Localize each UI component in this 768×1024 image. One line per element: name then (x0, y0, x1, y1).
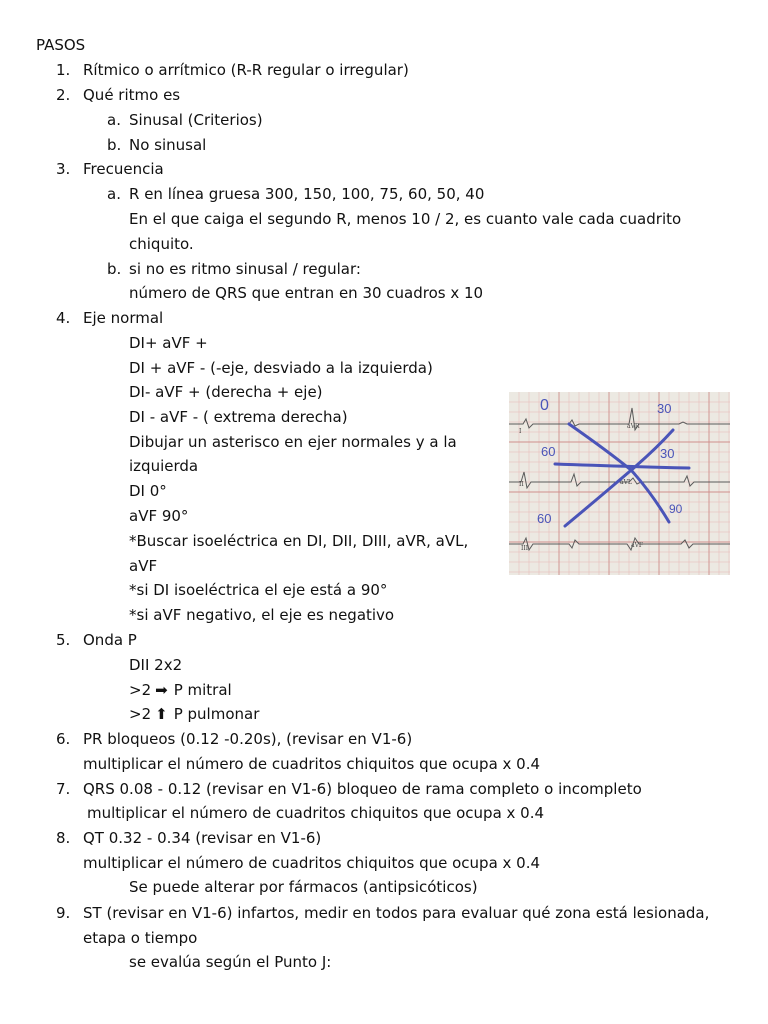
sub-list-item: Sinusal (Criterios) (129, 111, 263, 129)
text-line: se evalúa según el Punto J: (129, 953, 332, 971)
list-number: 9. (56, 904, 71, 922)
lead-label-ii: II (519, 481, 524, 488)
sub-list-letter: b. (107, 136, 122, 154)
text-line: En el que caiga el segundo R, menos 10 / 2, es cuanto vale cada cuadrito (129, 210, 682, 228)
text-line: DI- aVF + (derecha + eje) (129, 383, 323, 401)
text-line (129, 680, 232, 700)
list-number: 1. (56, 61, 71, 79)
text-line: número de QRS que entran en 30 cuadros x 10 (129, 284, 484, 302)
list-number: 5. (56, 631, 71, 649)
list-number: 6. (56, 730, 71, 748)
text-line: aVF 90° (129, 507, 189, 525)
lead-label-avl: aVL (620, 479, 632, 486)
lead-label-i: I (519, 428, 522, 435)
text-line: *si DI isoeléctrica el eje está a 90° (129, 581, 388, 599)
text-fragment: P pulmonar (173, 705, 260, 723)
text-line: *si aVF negativo, el eje es negativo (129, 606, 395, 624)
list-number: 4. (56, 309, 71, 327)
page-title: PASOS (36, 36, 86, 54)
text-line: DI 0° (129, 482, 167, 500)
list-item: QT 0.32 - 0.34 (revisar en V1-6) (83, 829, 322, 847)
sub-list-letter: a. (107, 185, 121, 203)
list-number: 8. (56, 829, 71, 847)
text-fragment: >2 (129, 705, 152, 723)
text-line: multiplicar el número de cuadritos chiquitos que ocupa x 0.4 (87, 804, 545, 822)
up-arrow-icon: ⬆ (155, 705, 168, 723)
list-item: Rítmico o arrítmico (R-R regular o irregular) (83, 61, 409, 79)
right-arrow-icon: ➡ (155, 681, 168, 699)
list-item: ST (revisar en V1-6) infartos, medir en todos para evaluar qué zona está lesionada, (83, 904, 710, 922)
list-item: Frecuencia (83, 160, 164, 178)
text-line: DI+ aVF + (129, 334, 208, 352)
sub-list-item: R en línea gruesa 300, 150, 100, 75, 60, 50, 40 (129, 185, 485, 203)
lead-label-avf: aVF (631, 542, 644, 549)
angle-label-60-bottom: 60 (537, 511, 552, 526)
text-line: DII 2x2 (129, 656, 183, 674)
sub-list-letter: a. (107, 111, 121, 129)
text-line: Dibujar un asterisco en ejer normales y a la (129, 433, 457, 451)
lead-label-iii: III (521, 545, 529, 552)
angle-label-90: 90 (669, 502, 683, 516)
text-line: *Buscar isoeléctrica en DI, DII, DIII, aVR, aVL, (129, 532, 469, 550)
list-number: 2. (56, 86, 71, 104)
text-line: DI - aVF - ( extrema derecha) (129, 408, 348, 426)
list-item: QRS 0.08 - 0.12 (revisar en V1-6) bloqueo de rama completo o incompleto (83, 780, 642, 798)
text-line: multiplicar el número de cuadritos chiquitos que ocupa x 0.4 (83, 755, 541, 773)
text-fragment: P mitral (173, 681, 232, 699)
angle-label-30-right: 30 (660, 446, 675, 461)
text-line (129, 704, 259, 724)
sub-list-item: No sinusal (129, 136, 207, 154)
list-number: 7. (56, 780, 71, 798)
list-item: PR bloqueos (0.12 -0.20s), (revisar en V1-6) (83, 730, 413, 748)
list-item: Eje normal (83, 309, 164, 327)
sub-list-letter: b. (107, 260, 122, 278)
text-line: Se puede alterar por fármacos (antipsicóticos) (129, 878, 478, 896)
text-line: izquierda (129, 457, 199, 475)
angle-label-30-top: 30 (657, 401, 672, 416)
text-line: chiquito. (129, 235, 194, 253)
angle-label-60-left: 60 (541, 444, 556, 459)
sub-list-item: si no es ritmo sinusal / regular: (129, 260, 361, 278)
text-fragment: >2 (129, 681, 152, 699)
list-number: 3. (56, 160, 71, 178)
text-line: aVF (129, 557, 158, 575)
angle-label-0: 0 (540, 397, 549, 414)
list-item: Onda P (83, 631, 137, 649)
lead-label-avr: aVR (627, 423, 640, 430)
text-line: multiplicar el número de cuadritos chiquitos que ocupa x 0.4 (83, 854, 541, 872)
text-line: etapa o tiempo (83, 929, 198, 947)
list-item: Qué ritmo es (83, 86, 181, 104)
text-line: DI + aVF - (-eje, desviado a la izquierda) (129, 359, 433, 377)
ecg-axis-photo (509, 392, 730, 575)
